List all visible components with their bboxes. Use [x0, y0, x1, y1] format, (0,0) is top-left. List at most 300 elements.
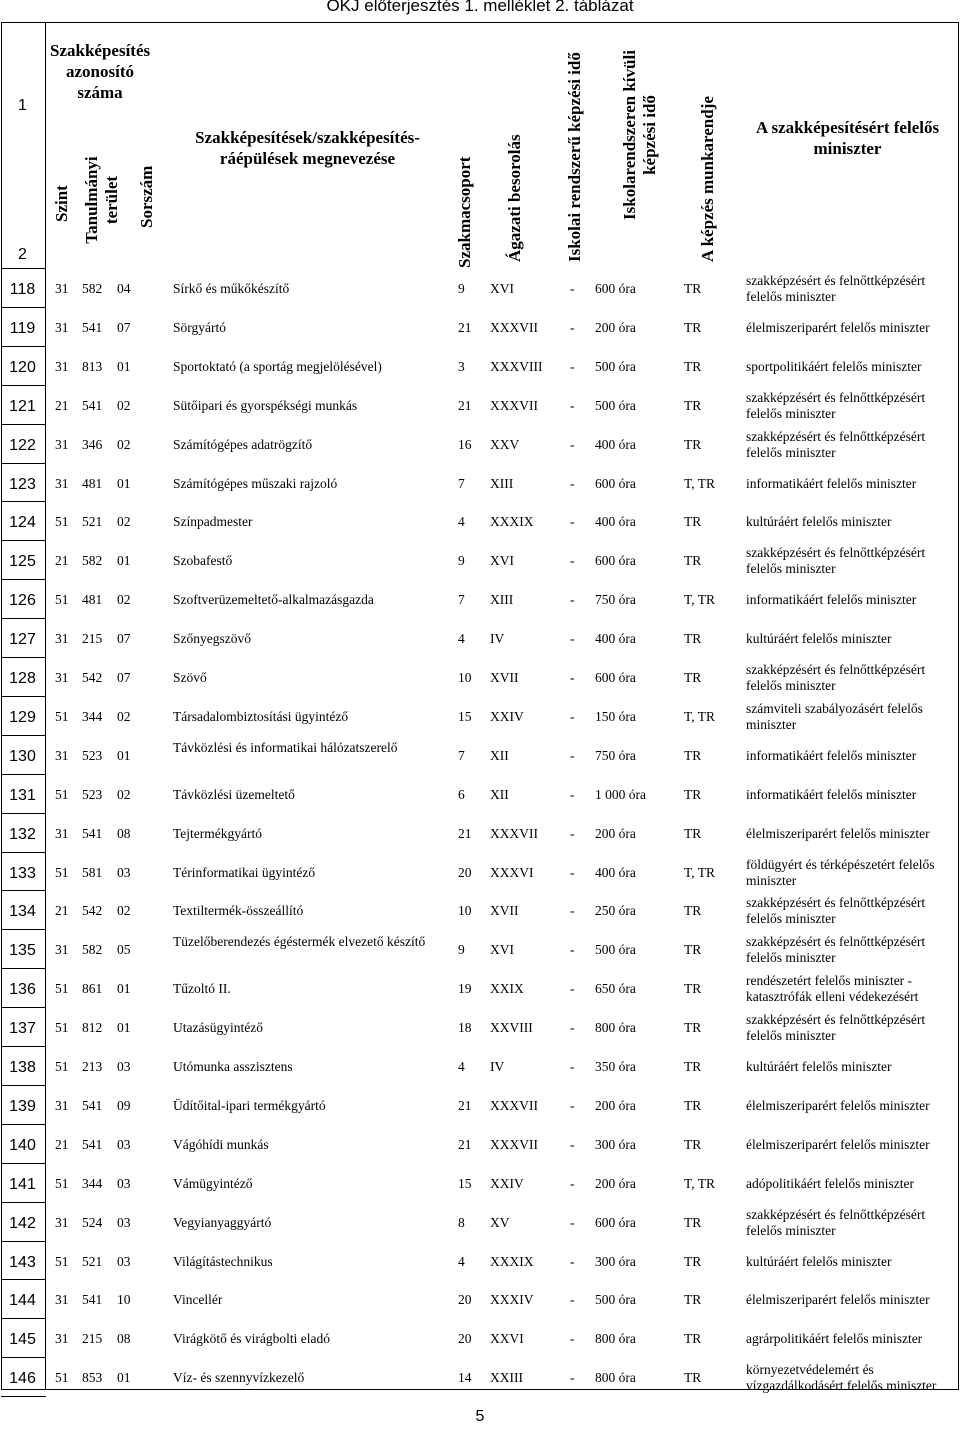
row-divider: [1, 696, 46, 697]
cell-minister: kultúráért felelős miniszter: [746, 1059, 892, 1074]
cell-branch: XIII: [490, 592, 514, 608]
cell-area: 521: [82, 514, 103, 530]
cell-minister: környezetvédelemért és vízgazdálkodásért felelős miniszter: [746, 1362, 937, 1394]
cell-level: 31: [55, 358, 69, 374]
row-number: 124: [9, 514, 36, 532]
cell-name: Szoftverüzemeltető-alkalmazásgazda: [173, 592, 374, 608]
cell-serial: 02: [117, 436, 131, 452]
cell-area: 521: [82, 1253, 103, 1269]
row-number: 118: [9, 281, 36, 298]
cell-level: 21: [55, 553, 69, 569]
cell-level: 51: [55, 864, 69, 880]
cell-area: 541: [82, 319, 103, 335]
cell-hours: 750 óra: [595, 747, 636, 763]
cell-minister: agrárpolitikáért felelős miniszter: [746, 1331, 923, 1347]
cell-school-time: -: [570, 281, 575, 296]
row-divider: [1, 813, 46, 814]
cell-schedule: T, TR: [684, 1175, 716, 1191]
cell-name: Textiltermék-összeállító: [173, 903, 304, 919]
cell-level: 51: [55, 708, 69, 724]
cell-branch: XXIV: [490, 1175, 524, 1191]
cell-hours: 750 óra: [595, 592, 636, 608]
row-divider: [1, 385, 46, 386]
cell-schedule: TR: [684, 436, 702, 452]
cell-group: 4: [458, 631, 465, 647]
cell-minister: adópolitikáért felelős miniszter: [746, 1175, 914, 1191]
cell-name: Vegyianyaggyártó: [173, 1214, 272, 1230]
cell-group: 15: [458, 1175, 472, 1191]
row-divider: [1, 501, 46, 502]
cell-hours: 400 óra: [595, 631, 636, 647]
cell-group: 9: [458, 553, 465, 569]
cell-hours: 500 óra: [595, 942, 636, 958]
cell-hours: 150 óra: [595, 708, 636, 724]
cell-serial: 03: [117, 1136, 131, 1152]
cell-hours: 500 óra: [595, 358, 636, 374]
cell-level: 21: [55, 1136, 69, 1152]
row-divider: [1, 890, 46, 891]
cell-schedule: TR: [684, 1292, 702, 1308]
cell-school-time: -: [570, 475, 575, 491]
cell-name: Üdítőital-ipari termékgyártó: [173, 1097, 326, 1113]
cell-school-time: -: [570, 514, 575, 530]
cell-school-time: -: [570, 1059, 575, 1074]
cell-area: 542: [82, 670, 103, 685]
row-number: 129: [9, 708, 36, 726]
cell-hours: 1 000 óra: [595, 786, 646, 802]
header-id-group: Szakképesítés azonosító száma: [50, 41, 151, 102]
header-name: Szakképesítések/szakképesítés-ráépülések megnevezése: [195, 128, 420, 168]
cell-serial: 01: [117, 358, 131, 374]
cell-level: 51: [55, 1370, 69, 1386]
cell-name: Számítógépes adatrögzítő: [173, 436, 313, 452]
header-schedule: A képzés munkarendje: [698, 96, 717, 262]
cell-group: 4: [458, 514, 465, 530]
cell-hours: 600 óra: [595, 475, 636, 491]
cell-minister: szakképzésért és felnőttképzésért felelős miniszter: [746, 545, 926, 577]
row-number: 139: [9, 1097, 36, 1115]
header-area: Tanulmányi terület: [82, 156, 121, 244]
cell-branch: XXIX: [490, 981, 524, 997]
cell-school-time: -: [570, 1097, 575, 1113]
row-divider: [1, 1046, 46, 1047]
cell-serial: 08: [117, 1331, 131, 1347]
cell-name: Sörgyártó: [173, 319, 226, 335]
cell-hours: 350 óra: [595, 1059, 636, 1074]
row-number: 120: [9, 358, 36, 376]
cell-name: Utazásügyintéző: [173, 1020, 263, 1036]
row-number: 128: [9, 670, 36, 687]
cell-serial: 07: [117, 319, 131, 335]
cell-name: Vágóhídi munkás: [173, 1136, 269, 1152]
cell-area: 215: [82, 631, 103, 647]
cell-serial: 02: [117, 397, 131, 413]
cell-serial: 09: [117, 1097, 131, 1113]
header-group: Szakmacsoport: [455, 156, 474, 268]
cell-branch: XXVIII: [490, 1020, 533, 1036]
cell-area: 541: [82, 397, 103, 413]
cell-level: 31: [55, 1097, 69, 1113]
cell-minister: szakképzésért és felnőttképzésért felelős miniszter: [746, 1012, 926, 1044]
cell-school-time: -: [570, 436, 575, 452]
row-divider: [1, 657, 46, 658]
cell-schedule: TR: [684, 1020, 702, 1036]
cell-branch: XII: [490, 747, 509, 763]
row-divider: [1, 424, 46, 425]
row-number: 132: [9, 825, 36, 843]
cell-hours: 250 óra: [595, 903, 636, 919]
cell-branch: XXXVII: [490, 397, 538, 413]
cell-group: 18: [458, 1020, 472, 1036]
cell-area: 812: [82, 1020, 103, 1036]
cell-serial: 02: [117, 786, 131, 802]
cell-schedule: TR: [684, 358, 702, 374]
cell-area: 346: [82, 436, 103, 452]
cell-area: 581: [82, 864, 103, 880]
cell-group: 3: [458, 358, 465, 374]
cell-area: 344: [82, 708, 103, 724]
cell-area: 481: [82, 475, 103, 491]
cell-level: 31: [55, 1214, 69, 1230]
row-number: 122: [9, 436, 36, 454]
cell-hours: 800 óra: [595, 1020, 636, 1036]
cell-group: 4: [458, 1059, 465, 1074]
cell-group: 14: [458, 1370, 472, 1386]
cell-school-time: -: [570, 397, 575, 413]
cell-name: Szőnyegszövő: [173, 631, 251, 647]
cell-name: Szövő: [173, 670, 207, 685]
cell-group: 21: [458, 825, 472, 841]
cell-schedule: TR: [684, 1331, 702, 1347]
cell-branch: XXXVII: [490, 825, 538, 841]
cell-branch: XXXIX: [490, 1253, 534, 1269]
cell-name: Vincellér: [173, 1292, 223, 1308]
cell-branch: IV: [490, 1059, 505, 1074]
cell-minister: szakképzésért és felnőttképzésért felelős miniszter: [746, 662, 926, 693]
row-divider: [1, 1357, 46, 1358]
cell-minister: földügyért és térképészetért felelős miniszter: [746, 856, 935, 888]
cell-area: 541: [82, 1292, 103, 1308]
cell-area: 524: [82, 1214, 103, 1230]
cell-name: Utómunka asszisztens: [173, 1059, 293, 1074]
cell-schedule: TR: [684, 514, 702, 530]
row-number: 123: [9, 475, 36, 493]
cell-name: Víz- és szennyvízkezelő: [173, 1370, 305, 1386]
cell-serial: 07: [117, 631, 131, 647]
cell-level: 21: [55, 397, 69, 413]
row-divider: [1, 1318, 46, 1319]
cell-school-time: -: [570, 1136, 575, 1152]
cell-minister: szakképzésért és felnőttképzésért felelős miniszter: [746, 1206, 926, 1238]
header-non-school-time: Iskolarendszeren kívüli képzési idő: [620, 50, 659, 220]
cell-area: 861: [82, 981, 103, 997]
cell-name: Távközlési üzemeltető: [173, 786, 295, 802]
row-number: 143: [9, 1253, 36, 1271]
cell-schedule: TR: [684, 397, 702, 413]
cell-school-time: -: [570, 1331, 575, 1347]
cell-group: 15: [458, 708, 472, 724]
cell-school-time: -: [570, 358, 575, 374]
cell-group: 21: [458, 319, 472, 335]
cell-schedule: TR: [684, 942, 702, 958]
cell-name: Színpadmester: [173, 514, 253, 530]
cell-branch: XXV: [490, 436, 520, 452]
cell-branch: XVII: [490, 670, 519, 685]
cell-branch: XXXIV: [490, 1292, 534, 1308]
row-divider: [1, 540, 46, 541]
cell-hours: 200 óra: [595, 1097, 636, 1113]
cell-group: 7: [458, 747, 465, 763]
cell-group: 7: [458, 475, 465, 491]
cell-level: 31: [55, 475, 69, 491]
cell-level: 51: [55, 981, 69, 997]
cell-school-time: -: [570, 864, 575, 880]
cell-hours: 600 óra: [595, 553, 636, 569]
header-divider: [1, 268, 46, 269]
cell-name: Sütőipari és gyorspékségi munkás: [173, 397, 358, 413]
cell-schedule: TR: [684, 1214, 702, 1230]
cell-minister: kultúráért felelős miniszter: [746, 1253, 892, 1269]
cell-serial: 03: [117, 1214, 131, 1230]
cell-minister: szakképzésért és felnőttképzésért felelős miniszter: [746, 895, 926, 927]
cell-minister: élelmiszeriparért felelős miniszter: [746, 1292, 930, 1308]
cell-hours: 500 óra: [595, 1292, 636, 1308]
cell-level: 51: [55, 1020, 69, 1036]
row-number: 146: [9, 1370, 36, 1388]
row-divider: [1, 735, 46, 736]
cell-name: Térinformatikai ügyintéző: [173, 864, 316, 880]
header-row-number: 2: [18, 246, 27, 263]
row-number: 127: [9, 631, 36, 649]
row-divider: [1, 1279, 46, 1280]
cell-serial: 04: [117, 281, 131, 296]
cell-branch: IV: [490, 631, 505, 647]
cell-serial: 02: [117, 903, 131, 919]
cell-serial: 01: [117, 981, 131, 997]
cell-minister: rendészetért felelős miniszter - katasztrófák elleni védekezésért: [746, 973, 919, 1005]
cell-minister: kultúráért felelős miniszter: [746, 631, 892, 647]
cell-group: 19: [458, 981, 472, 997]
cell-hours: 800 óra: [595, 1370, 636, 1386]
cell-minister: élelmiszeriparért felelős miniszter: [746, 1097, 930, 1113]
cell-school-time: -: [570, 1253, 575, 1269]
cell-hours: 650 óra: [595, 981, 636, 997]
row-divider: [1, 1085, 46, 1086]
cell-serial: 03: [117, 864, 131, 880]
cell-name: Tejtermékgyártó: [173, 825, 263, 841]
cell-branch: XVII: [490, 903, 519, 919]
row-number: 121: [9, 397, 36, 415]
row-number: 130: [9, 747, 36, 765]
row-number: 137: [9, 1020, 36, 1038]
row-number: 141: [9, 1175, 36, 1193]
cell-branch: XXXVI: [490, 864, 534, 880]
header-serial: Sorszám: [137, 165, 156, 228]
cell-branch: XXXVII: [490, 1136, 538, 1152]
cell-school-time: -: [570, 670, 575, 685]
cell-school-time: -: [570, 708, 575, 724]
cell-serial: 10: [117, 1292, 131, 1308]
cell-serial: 02: [117, 708, 131, 724]
row-divider: [1, 774, 46, 775]
cell-branch: XII: [490, 786, 509, 802]
cell-level: 31: [55, 319, 69, 335]
cell-serial: 02: [117, 592, 131, 608]
cell-school-time: -: [570, 825, 575, 841]
cell-school-time: -: [570, 592, 575, 608]
cell-serial: 03: [117, 1059, 131, 1074]
cell-hours: 400 óra: [595, 864, 636, 880]
cell-area: 853: [82, 1370, 103, 1386]
cell-level: 51: [55, 1175, 69, 1191]
page-number: 5: [475, 1408, 485, 1425]
cell-group: 21: [458, 1136, 472, 1152]
cell-name: Virágkötő és virágbolti eladó: [173, 1331, 331, 1347]
cell-hours: 400 óra: [595, 436, 636, 452]
row-divider: [1, 307, 46, 308]
cell-hours: 600 óra: [595, 281, 636, 296]
cell-hours: 600 óra: [595, 670, 636, 685]
cell-level: 21: [55, 903, 69, 919]
cell-name: Számítógépes műszaki rajzoló: [173, 475, 338, 491]
cell-school-time: -: [570, 1292, 575, 1308]
row-number: 131: [9, 786, 36, 804]
cell-group: 10: [458, 670, 472, 685]
cell-area: 523: [82, 747, 103, 763]
cell-school-time: -: [570, 942, 575, 958]
cell-minister: informatikáért felelős miniszter: [746, 747, 917, 763]
row-number: 140: [9, 1136, 36, 1154]
cell-branch: XVI: [490, 942, 514, 958]
cell-group: 9: [458, 942, 465, 958]
cell-school-time: -: [570, 1175, 575, 1191]
cell-name: Világítástechnikus: [173, 1253, 273, 1269]
row-divider: [1, 1007, 46, 1008]
cell-school-time: -: [570, 786, 575, 802]
cell-level: 51: [55, 1253, 69, 1269]
cell-serial: 03: [117, 1253, 131, 1269]
cell-school-time: -: [570, 981, 575, 997]
cell-name: Társadalombiztosítási ügyintéző: [173, 708, 349, 724]
cell-schedule: TR: [684, 553, 702, 569]
cell-minister: számviteli szabályozásért felelős miniszter: [746, 700, 923, 732]
cell-serial: 07: [117, 670, 131, 685]
cell-area: 213: [82, 1059, 103, 1074]
cell-level: 31: [55, 825, 69, 841]
row-number: 135: [9, 942, 36, 960]
header-school-time: Iskolai rendszerű képzési idő: [565, 52, 584, 262]
cell-minister: szakképzésért és felnőttképzésért felelős miniszter: [746, 934, 926, 966]
cell-schedule: TR: [684, 1253, 702, 1269]
row-number: 136: [9, 981, 36, 999]
cell-branch: XXIII: [490, 1370, 523, 1386]
cell-area: 582: [82, 942, 103, 958]
cell-schedule: TR: [684, 1097, 702, 1113]
cell-group: 20: [458, 1331, 472, 1347]
row-divider: [1, 1396, 46, 1397]
row-number-column-divider: [45, 22, 46, 1390]
row-divider: [1, 618, 46, 619]
cell-school-time: -: [570, 1020, 575, 1036]
cell-serial: 01: [117, 475, 131, 491]
cell-branch: XVI: [490, 553, 514, 569]
cell-level: 51: [55, 786, 69, 802]
cell-schedule: TR: [684, 1059, 702, 1074]
cell-hours: 400 óra: [595, 514, 636, 530]
cell-minister: élelmiszeriparért felelős miniszter: [746, 825, 930, 841]
cell-name: Vámügyintéző: [173, 1175, 253, 1191]
cell-area: 344: [82, 1175, 103, 1191]
cell-schedule: TR: [684, 786, 702, 802]
cell-name: Sportoktató (a sportág megjelölésével): [173, 358, 382, 374]
cell-level: 31: [55, 436, 69, 452]
cell-serial: 01: [117, 1370, 131, 1386]
row-divider: [1, 968, 46, 969]
row-divider: [1, 346, 46, 347]
cell-minister: szakképzésért és felnőttképzésért felelős miniszter: [746, 428, 926, 460]
row-number: 133: [9, 864, 36, 882]
cell-minister: szakképzésért és felnőttképzésért felelős miniszter: [746, 389, 926, 421]
cell-branch: XXIV: [490, 708, 524, 724]
cell-level: 51: [55, 592, 69, 608]
cell-serial: 05: [117, 942, 131, 958]
cell-level: 31: [55, 1292, 69, 1308]
cell-area: 582: [82, 553, 103, 569]
cell-name: Tűzoltó II.: [173, 981, 231, 997]
header-minister: A szakképesítésért felelős miniszter: [755, 118, 940, 158]
cell-hours: 300 óra: [595, 1253, 636, 1269]
cell-serial: 01: [117, 1020, 131, 1036]
cell-minister: informatikáért felelős miniszter: [746, 592, 917, 608]
row-number: 142: [9, 1214, 36, 1232]
row-number: 119: [9, 319, 36, 337]
cell-area: 481: [82, 592, 103, 608]
cell-serial: 03: [117, 1175, 131, 1191]
cell-group: 4: [458, 1253, 465, 1269]
cell-area: 541: [82, 1136, 103, 1152]
cell-name: Sírkő és műkőkészítő: [173, 281, 290, 296]
cell-branch: XVI: [490, 281, 514, 296]
cell-minister: sportpolitikáért felelős miniszter: [746, 358, 922, 374]
cell-schedule: TR: [684, 319, 702, 335]
cell-level: 31: [55, 670, 69, 685]
cell-schedule: T, TR: [684, 864, 716, 880]
cell-minister: informatikáért felelős miniszter: [746, 475, 917, 491]
row-divider: [1, 463, 46, 464]
header-level: Szint: [52, 185, 71, 222]
cell-hours: 800 óra: [595, 1331, 636, 1347]
cell-minister: élelmiszeriparért felelős miniszter: [746, 319, 930, 335]
cell-branch: XXXVIII: [490, 358, 543, 374]
cell-serial: 02: [117, 514, 131, 530]
cell-name: Szobafestő: [173, 553, 233, 569]
cell-schedule: TR: [684, 1370, 702, 1386]
cell-school-time: -: [570, 319, 575, 335]
cell-area: 542: [82, 903, 103, 919]
cell-group: 9: [458, 281, 465, 296]
cell-school-time: -: [570, 903, 575, 919]
cell-schedule: TR: [684, 903, 702, 919]
row-divider: [1, 852, 46, 853]
cell-name: Tüzelőberendezés égéstermék elvezető készítő: [173, 934, 426, 950]
cell-branch: XIII: [490, 475, 514, 491]
cell-group: 7: [458, 592, 465, 608]
row-number: 126: [9, 592, 36, 610]
cell-area: 215: [82, 1331, 103, 1347]
row-divider: [1, 579, 46, 580]
row-divider: [1, 1124, 46, 1125]
row-number: 145: [9, 1331, 36, 1349]
